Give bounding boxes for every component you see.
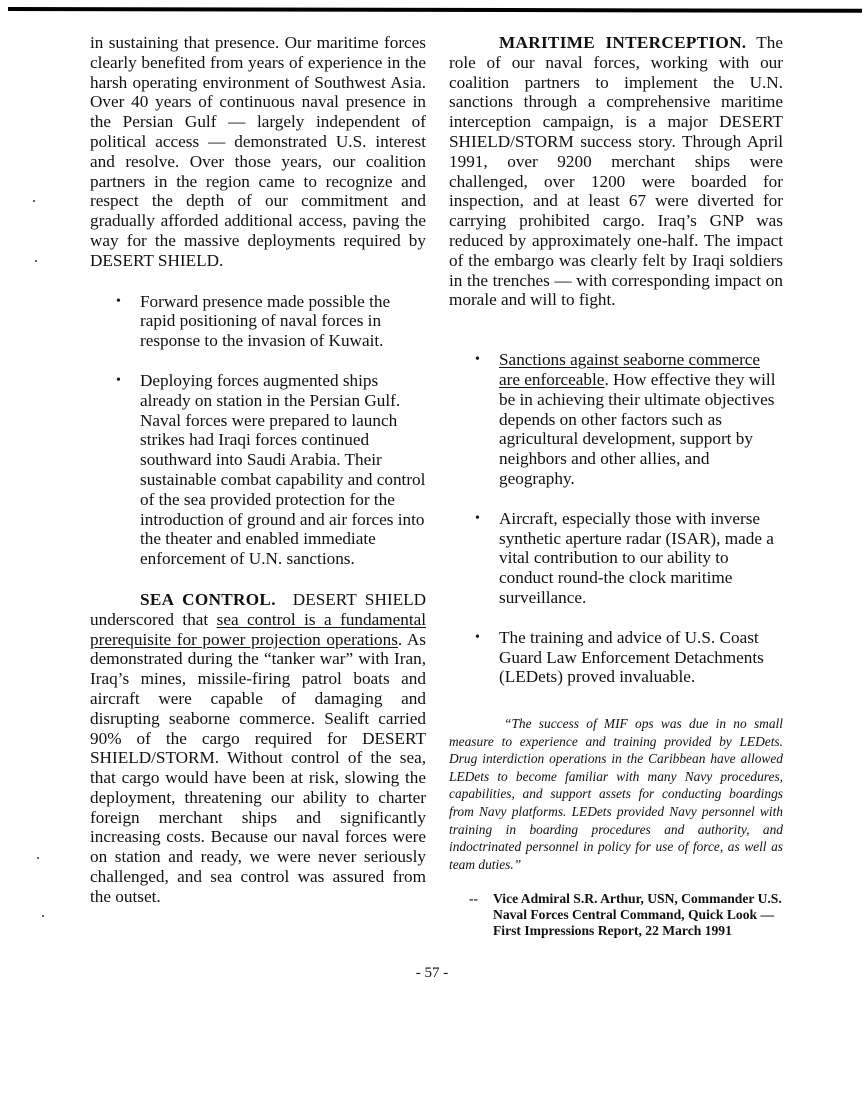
right-column	[449, 33, 783, 939]
bullet-text: Aircraft, especially those with inverse synthetic aperture radar (ISAR), made a vital contribution to our ability to conduct round-the clock maritime surveillance.	[499, 508, 774, 607]
scan-speck	[42, 915, 44, 917]
intro-paragraph: in sustaining that presence. Our maritime forces clearly benefited from years of experience in the harsh operating environment of Southwest Asia. Over 40 years of continuous naval presence in the Persian Gulf — largely independent of political access — demonstrated U.S. interest and resolve. Over those years, our coalition partners in the region came to recognize and respect the depth of our commitment and gradually afforded additional access, paving the way for the massive deployments required by DESERT SHIELD.	[90, 33, 426, 270]
maritime-interception-paragraph	[449, 33, 783, 310]
scan-speck	[35, 260, 37, 262]
section-heading: SEA CONTROL.	[140, 589, 276, 609]
sea-control-paragraph	[90, 590, 426, 907]
list-item	[90, 371, 426, 569]
underlined-emphasis: sea control is a fundamental prerequisite for power projection operations	[90, 609, 426, 649]
list-item	[449, 628, 783, 687]
scan-speck	[37, 857, 39, 859]
bullet-text: Forward presence made possible the rapid positioning of naval forces in response to the invasion of Kuwait.	[140, 291, 391, 351]
paragraph-body: The role of our naval forces, working with our coalition partners to implement the U.N. sanctions through a comprehensive maritime interception campaign, is a major DESERT SHIELD/STORM success story. Through April 1991, over 9200 merchant ships were challenged, over 1200 were boarded for inspection, and at least 67 were diverted for carrying prohibited cargo. Iraq’s GNP was reduced by approximately one-half. The impact of the embargo was clearly felt by Iraqi soldiers in the trenches — with corresponding impact on morale and will to fight.	[449, 33, 783, 310]
paragraph-body: . As demonstrated during the “tanker war” with Iran, Iraq’s mines, missile-firing patrol boats and aircraft were capable of damaging and disrupting seaborne commerce. Sealift carried 90% of the cargo required for DESERT SHIELD/STORM. Without control of the sea, that cargo would have been at risk, slowing the deployment, threatening our ability to charter foreign merchant ships and significantly increasing costs. Because our naval forces were on station and ready, we were never seriously challenged, and sea control was assured from the outset.	[90, 629, 426, 906]
bullet-icon: •	[475, 629, 480, 645]
underlined-emphasis: Sanctions against seaborne commerce are enforceable	[499, 350, 761, 389]
list-item	[449, 350, 783, 489]
list-item	[90, 292, 426, 351]
right-bullet-list	[449, 350, 783, 687]
attribution-dash: --	[469, 891, 479, 907]
list-item	[449, 509, 783, 608]
attribution-text: Vice Admiral S.R. Arthur, USN, Commander U.S. Naval Forces Central Command, Quick Look — First Impressions Report, 22 March 1991	[493, 891, 782, 939]
quote-attribution	[449, 891, 783, 939]
bullet-icon: •	[475, 510, 480, 526]
bullet-text: Deploying forces augmented ships already on station in the Persian Gulf. Naval forces were prepared to launch strikes had Iraqi forces continued southward into Saudi Arabia. Their sustainable combat capability and control of the sea provided protection for the introduction of ground and air forces into the theater and enabled immediate enforcement of U.N. sanctions.	[140, 370, 426, 569]
section-heading: MARITIME INTERCEPTION.	[499, 33, 747, 52]
page-number: - 57 -	[415, 965, 449, 981]
bullet-icon: •	[116, 293, 121, 309]
bullet-icon: •	[116, 372, 121, 388]
top-rule	[8, 7, 862, 13]
left-bullet-list	[90, 292, 426, 569]
paragraph-lead: DESERT SHIELD underscored that	[90, 589, 426, 629]
left-column	[90, 33, 426, 907]
bullet-text: . How effective they will be in achieving their ultimate objectives depends on other factors such as agricultural development, support by neighbors and other allies, and geography.	[499, 369, 776, 488]
bullet-icon: •	[475, 352, 480, 368]
scan-speck	[33, 200, 35, 202]
bullet-text: The training and advice of U.S. Coast Guard Law Enforcement Detachments (LEDets) proved invaluable.	[499, 627, 764, 687]
block-quote: “The success of MIF ops was due in no small measure to experience and training provided by LEDets. Drug interdiction operations in the Caribbean have allowed LEDets to become familiar with many Navy procedures, capabilities, and support assets for conducting boardings from Navy platforms. LEDets provided Navy personnel with training in boarding procedures and authority, and indoctrinated personnel in policy for use of force, as well as team duties.”	[449, 716, 783, 872]
